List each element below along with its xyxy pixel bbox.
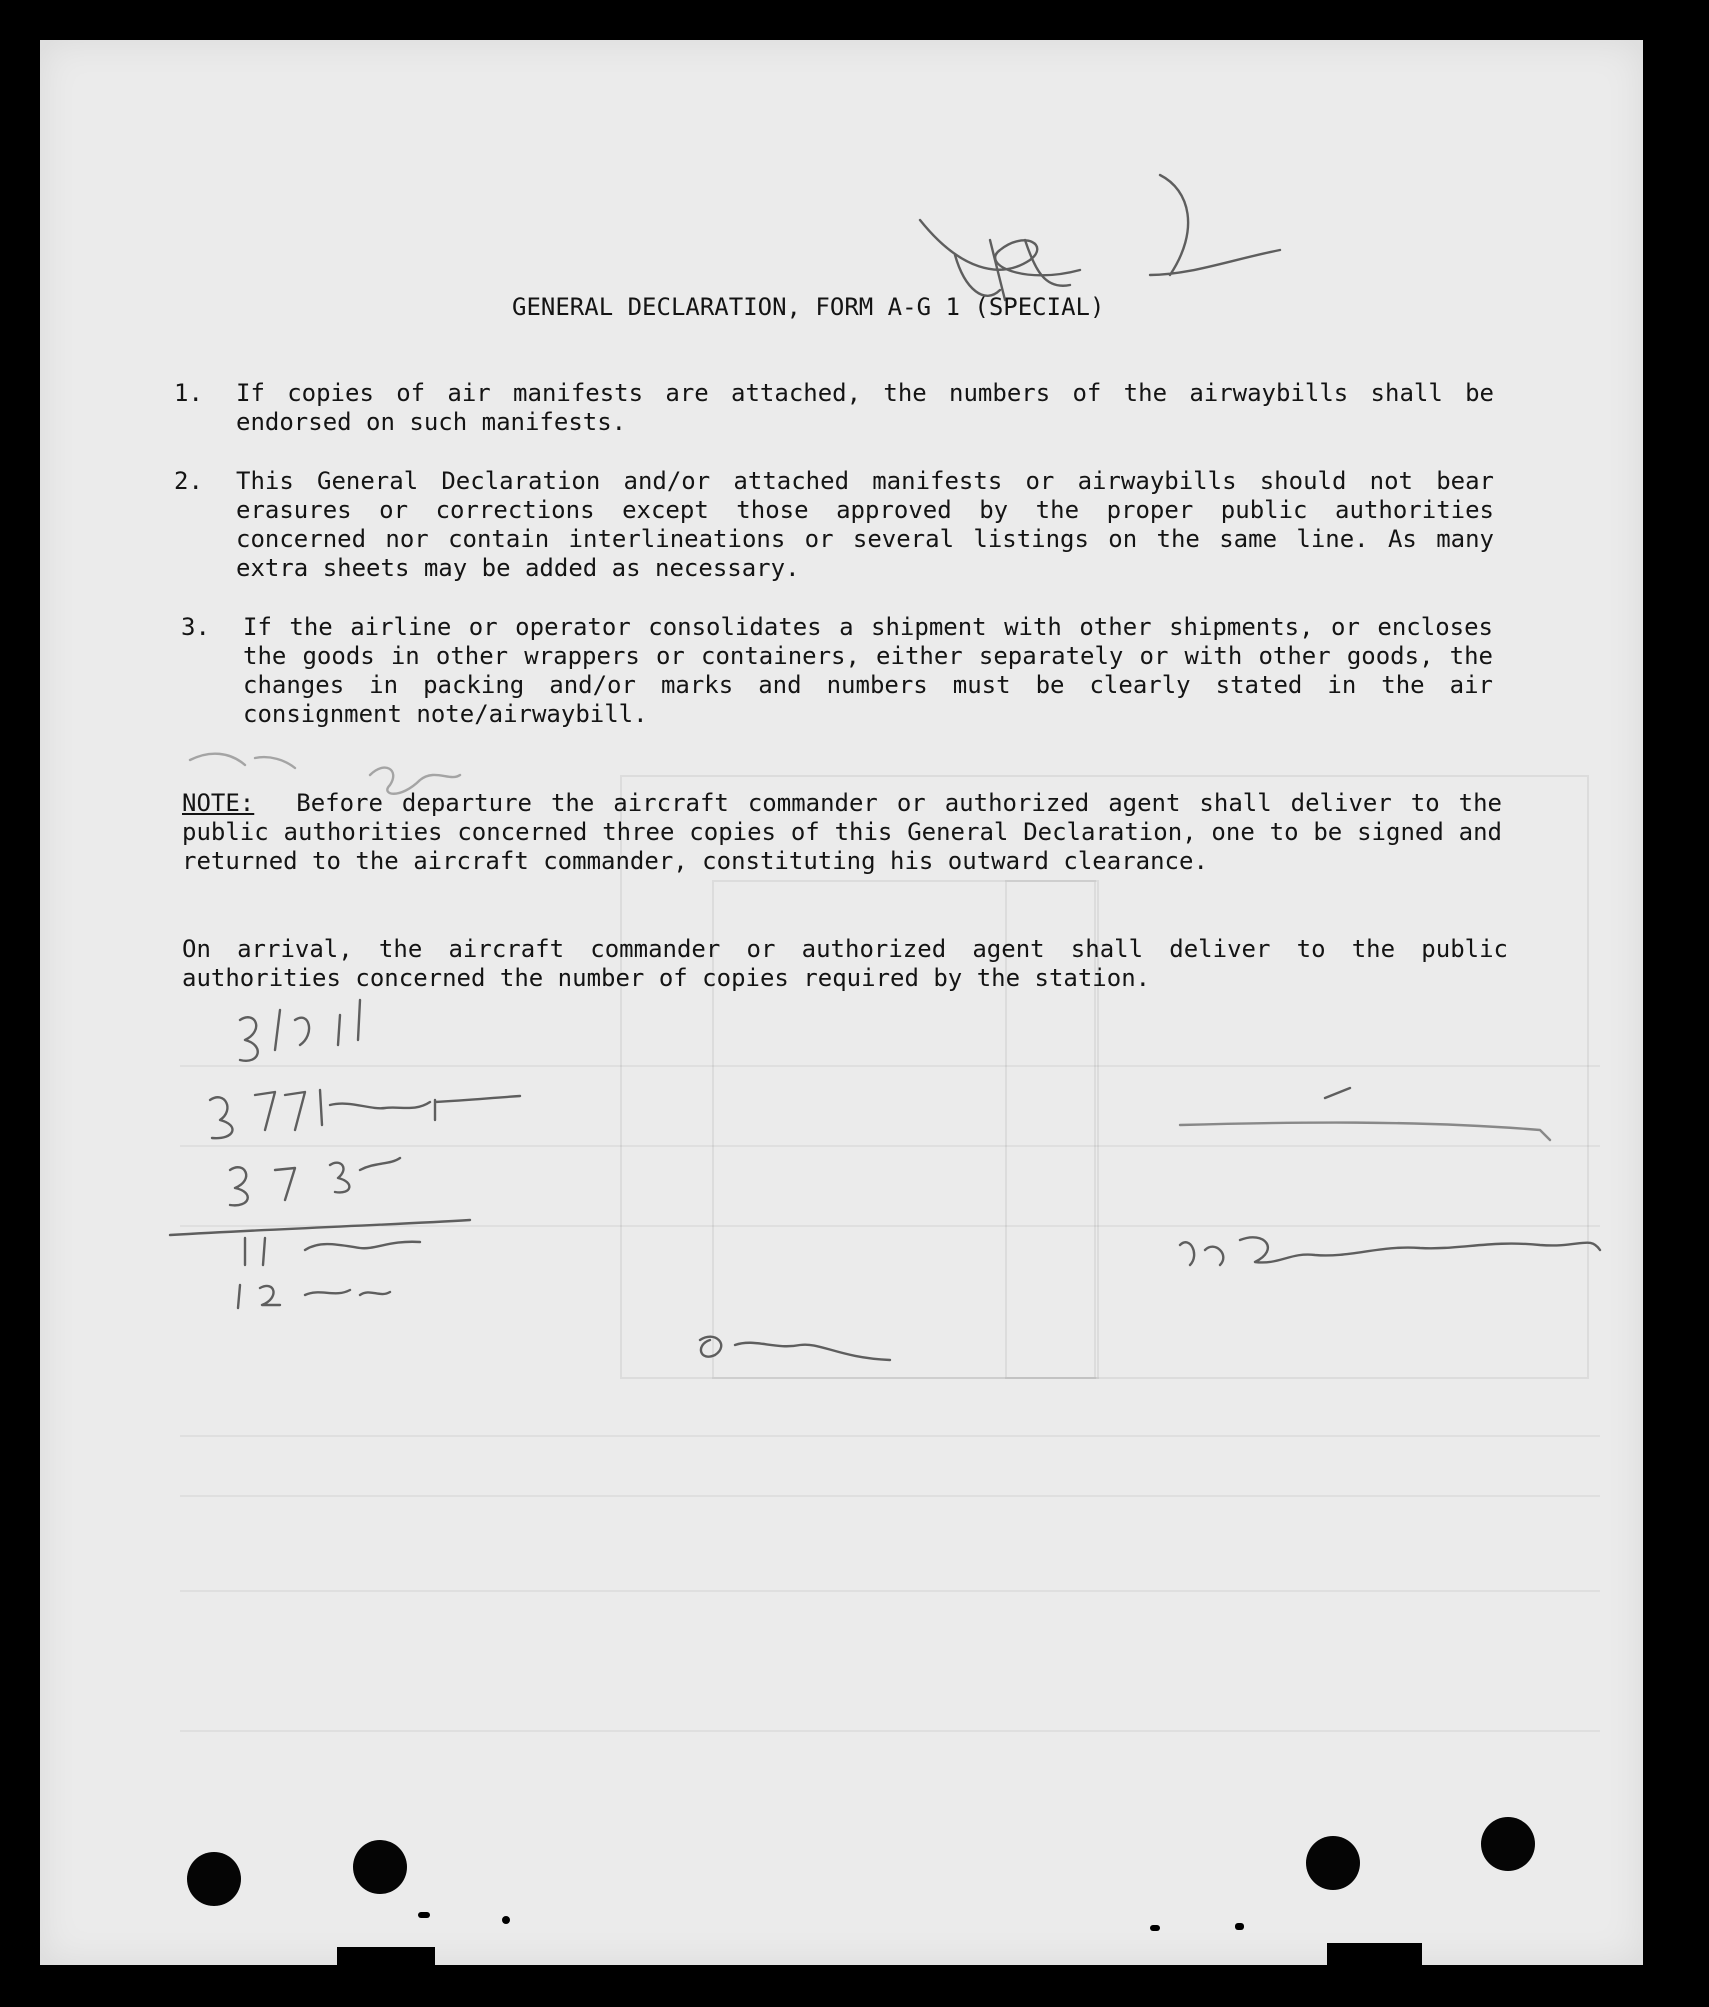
item-number: 3. bbox=[181, 613, 210, 641]
scan-edge-artifact bbox=[502, 1916, 510, 1924]
pencil-annotations bbox=[40, 40, 1643, 1965]
document-page bbox=[40, 40, 1643, 1965]
item-text: This General Declaration and/or attached manifests or airwaybills should not bear erasures or corrections except those approved by the proper public authorities concerned nor contain interlineations or several listings on the same line. As many extra sheets may be added as necessary. bbox=[236, 467, 1494, 582]
item-number: 1. bbox=[174, 379, 203, 407]
punch-hole bbox=[353, 1840, 407, 1894]
note-paragraph bbox=[182, 789, 1502, 876]
punch-hole bbox=[1306, 1836, 1360, 1890]
scan-edge-artifact bbox=[1327, 1943, 1422, 1965]
item-text: If copies of air manifests are attached, the numbers of the airwaybills shall be endorsed on such manifests. bbox=[236, 379, 1494, 436]
scan-edge-artifact bbox=[1150, 1925, 1160, 1931]
punch-hole bbox=[187, 1852, 241, 1906]
document-title: GENERAL DECLARATION, FORM A-G 1 (SPECIAL) bbox=[512, 293, 1105, 321]
scan-edge-artifact bbox=[418, 1912, 430, 1918]
scan-edge-artifact bbox=[1235, 1923, 1244, 1930]
scan-edge-artifact bbox=[337, 1947, 435, 1965]
item-text: If the airline or operator consolidates a shipment with other shipments, or encloses the goods in other wrappers or containers, either separately or with other goods, the changes in packing and/or marks and numbers must be clearly stated in the air consignment note/airwaybill. bbox=[243, 613, 1493, 728]
item-number: 2. bbox=[174, 467, 203, 495]
punch-hole bbox=[1481, 1817, 1535, 1871]
arrival-paragraph: On arrival, the aircraft commander or authorized agent shall deliver to the public authorities concerned the number of copies required by the station. bbox=[182, 935, 1508, 992]
note-text: Before departure the aircraft commander or authorized agent shall deliver to the public authorities concerned three copies of this General Declaration, one to be signed and returned to the aircraft commander, constituting his outward clearance. bbox=[182, 789, 1502, 875]
note-label: NOTE: bbox=[182, 789, 255, 817]
